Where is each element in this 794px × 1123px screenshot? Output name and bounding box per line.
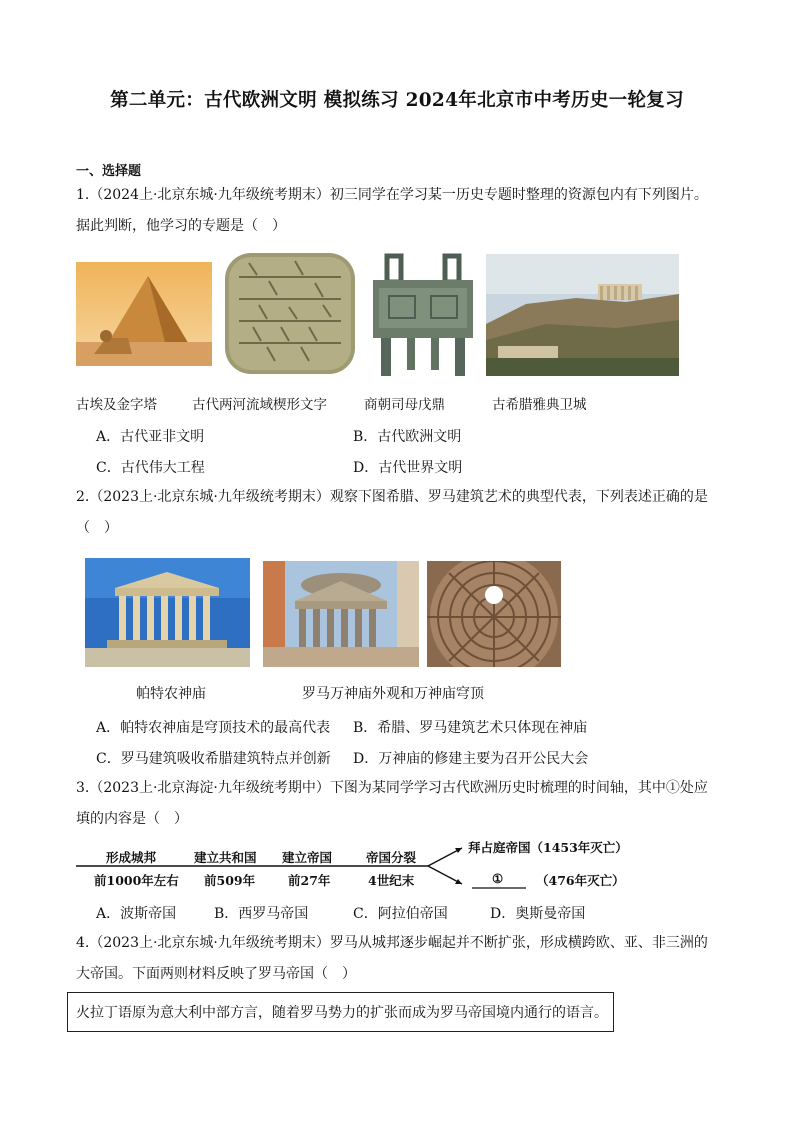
timeline-date-3: 前27年 [288,873,331,888]
caption-pyramid: 古埃及金字塔 [76,397,157,413]
q2-option-c[interactable]: C．罗马建筑吸收希腊建筑特点并创新 [96,751,331,767]
caption-pantheon: 罗马万神庙外观和万神庙穹顶 [302,686,484,702]
timeline-branch-top: 拜占庭帝国（1453年灭亡） [468,840,628,855]
q3-option-c[interactable]: C．阿拉伯帝国 [353,906,448,922]
acropolis-image [486,254,679,376]
timeline-branch-bottom-note: （476年灭亡） [536,873,625,888]
material-box: 火拉丁语原为意大利中部方言，随着罗马势力的扩张而成为罗马帝国境内通行的语言。 [67,992,614,1032]
pyramid-image [76,262,212,366]
q3-option-d[interactable]: D．奥斯曼帝国 [490,906,586,922]
q2-option-a[interactable]: A．帕特农神庙是穹顶技术的最高代表 [96,720,331,736]
q2-option-d[interactable]: D．万神庙的修建主要为召开公民大会 [353,751,589,767]
question-4-stem: 4.（2023上·北京东城·九年级统考期末）罗马从城邦逐步崛起并不断扩张，形成横跨欧、亚、非三洲的大帝国。下面两则材料反映了罗马帝国（ ） [76,935,708,982]
q1-option-b[interactable]: B．古代欧洲文明 [353,429,462,445]
timeline-event-3: 建立帝国 [282,850,333,865]
question-3-stem: 3.（2023上·北京海淀·九年级统考期中）下图为某同学学习古代欧洲历史时梳理的时间轴，其中①处应填的内容是（ ） [76,780,708,827]
timeline-date-2: 前509年 [204,873,256,888]
timeline-blank-marker: ① [492,871,504,886]
caption-parthenon: 帕特农神庙 [136,686,206,702]
q3-option-b[interactable]: B．西罗马帝国 [214,906,309,922]
section-heading: 一、选择题 [76,164,142,179]
parthenon-image [85,558,250,667]
timeline-event-4: 帝国分裂 [366,850,417,865]
q1-option-d[interactable]: D．古代世界文明 [353,460,463,476]
q2-option-b[interactable]: B．希腊、罗马建筑艺术只体现在神庙 [353,720,588,736]
page-title: 第二单元：古代欧洲文明 模拟练习 2024年北京市中考历史一轮复习 [110,90,684,111]
timeline-date-1: 前1000年左右 [94,873,179,888]
question-2-stem: 2.（2023上·北京东城·九年级统考期末）观察下图希腊、罗马建筑艺术的典型代表，下列表述正确的是（ ） [76,489,708,536]
caption-cuneiform: 古代两河流域楔形文字 [192,397,327,413]
caption-acropolis: 古希腊雅典卫城 [492,397,587,413]
q1-option-c[interactable]: C．古代伟大工程 [96,460,205,476]
question-1-stem: 1.（2024上·北京东城·九年级统考期末）初三同学在学习某一历史专题时整理的资源包内有下列图片。据此判断，他学习的专题是（ ） [76,187,708,234]
timeline [76,838,636,892]
timeline-event-2: 建立共和国 [194,850,257,865]
pantheon-exterior-image [263,561,419,667]
ding-vessel-image [367,252,479,380]
timeline-date-4: 4世纪末 [368,873,415,888]
q3-option-a[interactable]: A．波斯帝国 [96,906,177,922]
q1-option-a[interactable]: A．古代亚非文明 [96,429,205,445]
pantheon-dome-image [427,561,561,667]
caption-ding: 商朝司母戊鼎 [364,397,445,413]
cuneiform-tablet-image [219,247,361,380]
timeline-event-1: 形成城邦 [106,850,157,865]
